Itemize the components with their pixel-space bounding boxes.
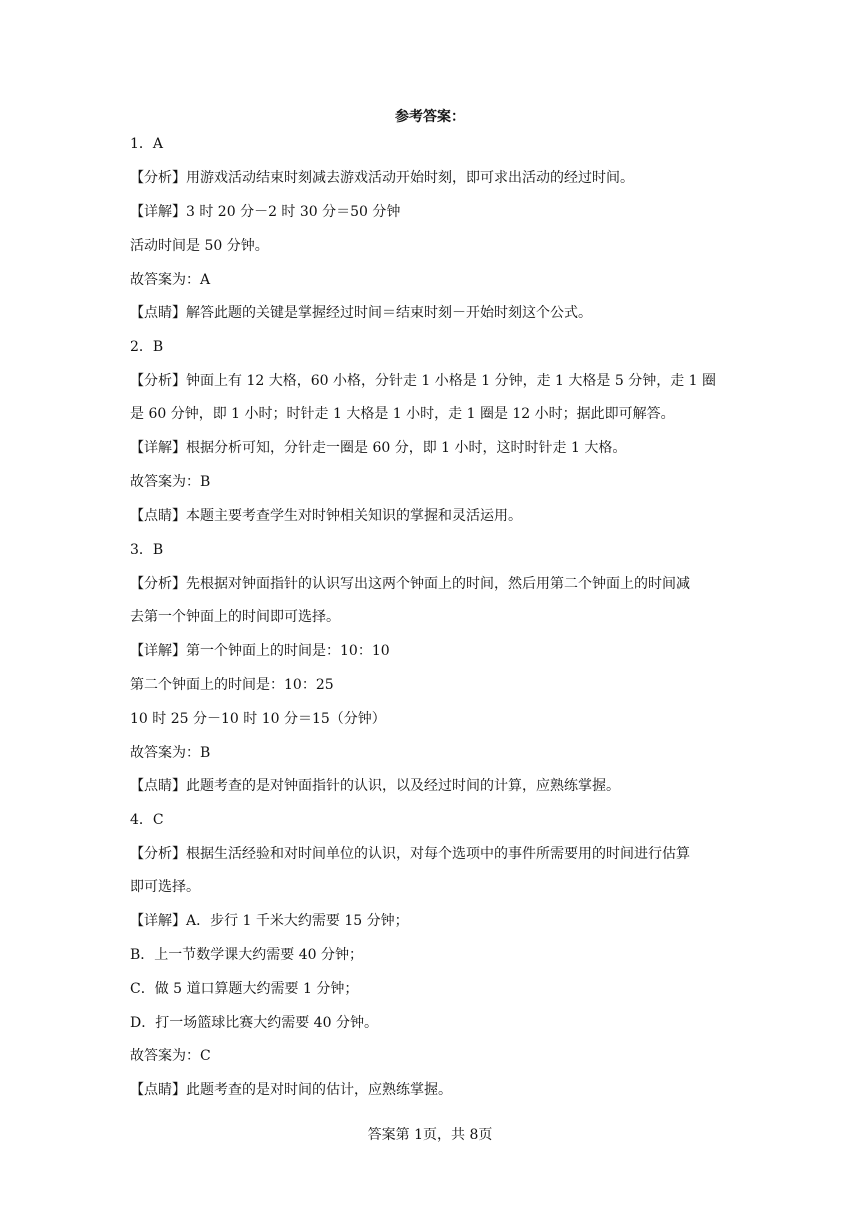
answer-3-analysis-cont: 去第一个钟面上的时间即可选择。 — [130, 609, 340, 625]
answer-4-conclusion: 故答案为：C — [130, 1048, 211, 1064]
answer-3-conclusion: 故答案为：B — [130, 745, 211, 761]
answer-3-detail: 【详解】第一个钟面上的时间是：10：10 — [130, 643, 390, 659]
page-title: 参考答案： — [395, 109, 465, 125]
page-number: 答案第 1页，共 8页 — [367, 1127, 493, 1143]
answer-1-detail-cont: 活动时间是 50 分钟。 — [130, 238, 269, 254]
answer-3-detail-cont: 第二个钟面上的时间是：10：25 — [130, 677, 334, 693]
answer-3-remark: 【点睛】此题考查的是对钟面指针的认识，以及经过时间的计算，应熟练掌握。 — [130, 778, 620, 794]
answer-4-analysis-cont: 即可选择。 — [130, 879, 200, 895]
answer-2-remark: 【点睛】本题主要考查学生对时钟相关知识的掌握和灵活运用。 — [130, 508, 522, 524]
answer-2-conclusion: 故答案为：B — [130, 474, 211, 490]
answer-2-detail: 【详解】根据分析可知，分针走一圈是 60 分，即 1 小时，这时时针走 1 大格。 — [130, 440, 627, 456]
answer-4-detail-a: 【详解】A．步行 1 千米大约需要 15 分钟； — [130, 913, 409, 929]
answer-3-heading: 3．B — [130, 542, 164, 558]
answer-1-conclusion: 故答案为：A — [130, 272, 211, 288]
answer-1-heading: 1．A — [130, 136, 164, 152]
answer-4-heading: 4．C — [130, 812, 164, 828]
answer-2-heading: 2．B — [130, 339, 164, 355]
answer-4-remark: 【点睛】此题考查的是对时间的估计，应熟练掌握。 — [130, 1082, 452, 1098]
answer-4-analysis: 【分析】根据生活经验和对时间单位的认识，对每个选项中的事件所需要用的时间进行估算 — [130, 846, 690, 862]
answer-4-detail-b: B．上一节数学课大约需要 40 分钟； — [130, 947, 364, 963]
answer-2-analysis: 【分析】钟面上有 12 大格，60 小格，分针走 1 小格是 1 分钟，走 1 大格是 5 分钟，走 1 圈 — [130, 373, 717, 389]
answer-3-analysis: 【分析】先根据对钟面指针的认识写出这两个钟面上的时间，然后用第二个钟面上的时间减 — [130, 576, 690, 592]
answer-4-detail-c: C．做 5 道口算题大约需要 1 分钟； — [130, 981, 359, 997]
answer-3-calculation: 10 时 25 分－10 时 10 分＝15（分钟） — [130, 711, 386, 727]
answer-2-analysis-cont: 是 60 分钟，即 1 小时；时针走 1 大格是 1 小时，走 1 圈是 12 小时；据此即可解答。 — [130, 406, 675, 422]
answer-1-remark: 【点睛】解答此题的关键是掌握经过时间＝结束时刻－开始时刻这个公式。 — [130, 305, 592, 321]
answer-1-analysis: 【分析】用游戏活动结束时刻减去游戏活动开始时刻，即可求出活动的经过时间。 — [130, 170, 634, 186]
answer-4-detail-d: D．打一场篮球比赛大约需要 40 分钟。 — [130, 1015, 378, 1031]
answer-1-detail: 【详解】3 时 20 分－2 时 30 分＝50 分钟 — [130, 204, 401, 220]
